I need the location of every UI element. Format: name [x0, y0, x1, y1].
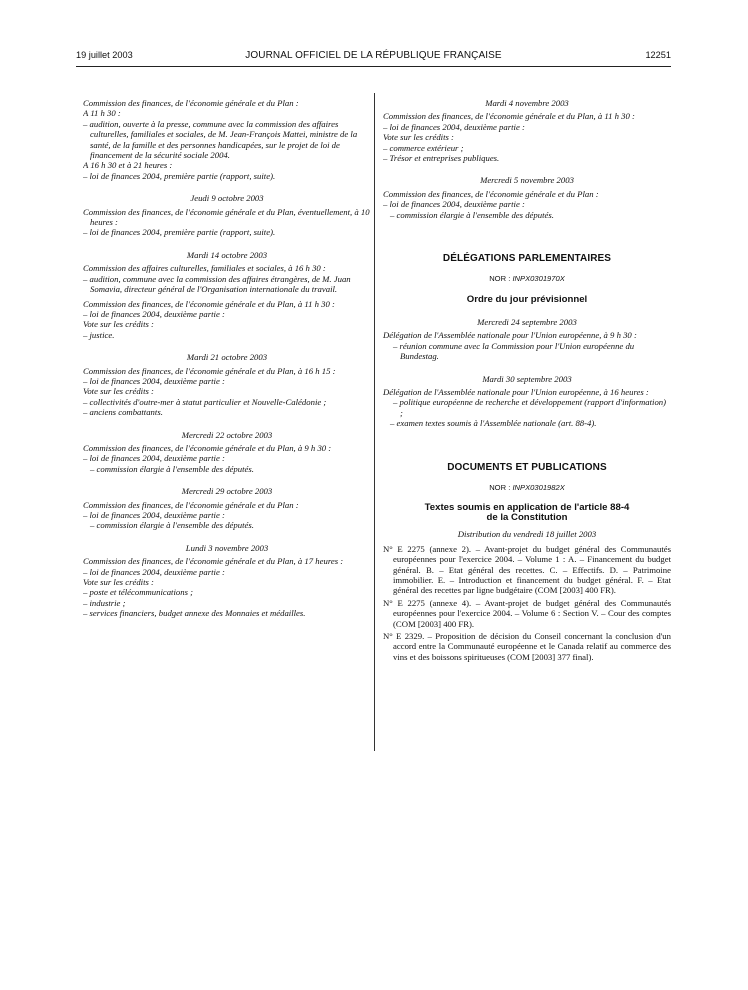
agenda-date: Lundi 3 novembre 2003: [185, 542, 269, 553]
documents-section: [383, 463, 671, 663]
agenda-line: Commission des finances, de l'économie générale et du Plan :: [83, 98, 299, 108]
agenda-line: – loi de finances 2004, première partie (rapport, suite).: [83, 227, 276, 238]
document-item: N° E 2275 (annexe 4). – Avant-projet de budget général des Communautés européennes pour l'exercice 2004. – Volume 6 : Section V. – Cour des comptes (COM [2003] 400 FR).: [383, 597, 671, 629]
agenda-date: Mardi 30 septembre 2003: [482, 373, 572, 384]
agenda-line: – loi de finances 2004, deuxième partie :: [83, 375, 225, 386]
right-column-agenda: [383, 98, 671, 220]
nor-label: NOR :: [489, 274, 511, 284]
header-title: JOURNAL OFFICIEL DE LA RÉPUBLIQUE FRANÇAISE: [245, 50, 502, 61]
delegations-title: DÉLÉGATIONS PARLEMENTAIRES: [442, 253, 612, 265]
agenda-date: Jeudi 9 octobre 2003: [190, 193, 264, 204]
agenda-line: Commission des finances, de l'économie générale et du Plan, à 11 h 30 :: [83, 298, 335, 309]
agenda-line: Commission des finances, de l'économie générale et du Plan, éventuellement, à 10 heures :: [83, 206, 370, 228]
agenda-line: A 16 h 30 et à 21 heures :: [83, 160, 173, 171]
header-page-number: 12251: [645, 50, 671, 60]
agenda-line: – industrie ;: [83, 597, 126, 608]
delegations-nor: [383, 274, 671, 284]
right-column: [383, 98, 671, 662]
agenda-line: – anciens combattants.: [83, 407, 163, 418]
agenda-line: – examen textes soumis à l'Assemblée nationale (art. 88-4).: [390, 418, 597, 429]
agenda-line: – loi de finances 2004, deuxième partie :: [83, 308, 225, 319]
documents-list: [383, 544, 671, 662]
agenda-line: Vote sur les crédits :: [383, 132, 454, 143]
agenda-line: Commission des finances, de l'économie générale et du Plan :: [83, 499, 299, 510]
agenda-line: Commission des finances, de l'économie générale et du Plan, à 17 heures :: [83, 556, 344, 567]
agenda-line: – audition, commune avec la commission des affaires étrangères, de M. Juan Somavia, directeur général de l'Organisation internationale du travail.: [83, 273, 351, 295]
agenda-line: – commerce extérieur ;: [383, 142, 464, 153]
agenda-line: – loi de finances 2004, deuxième partie :: [83, 510, 225, 520]
nor-code: INPX0301982X: [512, 482, 565, 492]
agenda-date: Mercredi 22 octobre 2003: [181, 429, 273, 440]
left-column: [83, 98, 371, 619]
agenda-line: Vote sur les crédits :: [83, 319, 154, 330]
agenda-line: Vote sur les crédits :: [83, 386, 154, 397]
agenda-line: – audition, ouverte à la presse, commune avec la commission des affaires culturelles, familiales et sociales, de M. Jean-François Mattei, ministre de la santé, de la famille et des personnes handicapées, sur le projet de loi de financement de la sécurité sociale 2004.: [83, 118, 358, 161]
agenda-line: Commission des finances, de l'économie générale et du Plan, à 11 h 30 :: [383, 111, 635, 122]
agenda-line: Vote sur les crédits :: [83, 577, 154, 588]
delegations-subheading: Ordre du jour prévisionnel: [466, 293, 588, 305]
agenda-line: – réunion commune avec la Commission pour l'Union européenne du Bundestag.: [393, 340, 635, 362]
agenda-line: – commission élargie à l'ensemble des députés.: [90, 520, 254, 531]
header-date: 19 juillet 2003: [76, 50, 133, 60]
documents-title: DOCUMENTS ET PUBLICATIONS: [447, 461, 607, 473]
document-item: N° E 2329. – Proposition de décision du Conseil concernant la conclusion d'un accord entre la Communauté européenne et le Canada relatif au commerce des vins et des boissons spiritueuses (COM [2003] 377 final).: [383, 631, 671, 662]
column-divider: [374, 93, 375, 751]
agenda-date: Mardi 14 octobre 2003: [186, 249, 268, 260]
documents-subheading-line2: de la Constitution: [486, 512, 568, 524]
nor-label: NOR :: [489, 482, 511, 492]
header-rule: [76, 66, 671, 67]
agenda-line: – justice.: [83, 329, 115, 340]
agenda-line: – politique européenne de recherche et développement (rapport d'information) ;: [393, 397, 667, 418]
documents-subheading: [383, 503, 671, 523]
agenda-line: – loi de finances 2004, deuxième partie :: [83, 453, 225, 464]
agenda-line: Commission des finances, de l'économie générale et du Plan :: [383, 188, 599, 199]
documents-nor: [383, 483, 671, 493]
agenda-date: Mercredi 5 novembre 2003: [480, 175, 574, 186]
agenda-line: – loi de finances 2004, première partie (rapport, suite).: [83, 170, 276, 181]
agenda-date: Mercredi 24 septembre 2003: [477, 316, 577, 327]
documents-distribution: Distribution du vendredi 18 juillet 2003: [457, 529, 597, 540]
agenda-line: – loi de finances 2004, deuxième partie :: [83, 566, 225, 577]
agenda-line: Commission des finances, de l'économie générale et du Plan, à 16 h 15 :: [83, 365, 336, 376]
page-header: [76, 50, 671, 64]
agenda-line: – loi de finances 2004, deuxième partie :: [383, 121, 525, 132]
agenda-line: – collectivités d'outre-mer à statut particulier et Nouvelle-Calédonie ;: [83, 396, 327, 407]
agenda-date: Mercredi 29 octobre 2003: [181, 486, 273, 497]
agenda-line: Commission des finances, de l'économie générale et du Plan, à 9 h 30 :: [83, 442, 332, 453]
agenda-line: – commission élargie à l'ensemble des députés.: [90, 463, 254, 474]
agenda-line: Commission des affaires culturelles, familiales et sociales, à 16 h 30 :: [83, 263, 326, 274]
agenda-line: Délégation de l'Assemblée nationale pour l'Union européenne, à 16 heures :: [383, 386, 649, 397]
agenda-line: Délégation de l'Assemblée nationale pour l'Union européenne, à 9 h 30 :: [383, 330, 637, 341]
document-item: N° E 2275 (annexe 2). – Avant-projet du budget général des Communautés européennes pour l'exercice 2004. – Volume 1 : A. – Financement du budget général. B. – Etat général des recettes. C. – Effectifs. D. – Patrimoine immobilier. E. – Introduction et financement du budget général. F. – Etat général des recettes par ligne budgétaire (COM [2003] 400 FR).: [383, 543, 671, 596]
nor-code: INPX0301970X: [512, 274, 565, 284]
agenda-date: Mardi 4 novembre 2003: [485, 98, 569, 108]
agenda-line: – services financiers, budget annexe des Monnaies et médailles.: [83, 608, 306, 619]
documents-subheading-line1: Textes soumis en application de l'article 88-4: [424, 502, 630, 514]
agenda-line: – poste et télécommunications ;: [83, 587, 194, 598]
agenda-line: – commission élargie à l'ensemble des députés.: [390, 209, 554, 220]
delegations-entries: [383, 317, 671, 429]
delegations-section: [383, 254, 671, 428]
agenda-line: A 11 h 30 :: [83, 108, 121, 119]
agenda-line: – loi de finances 2004, deuxième partie :: [383, 199, 525, 210]
agenda-date: Mardi 21 octobre 2003: [186, 352, 268, 363]
agenda-line: – Trésor et entreprises publiques.: [383, 153, 500, 164]
